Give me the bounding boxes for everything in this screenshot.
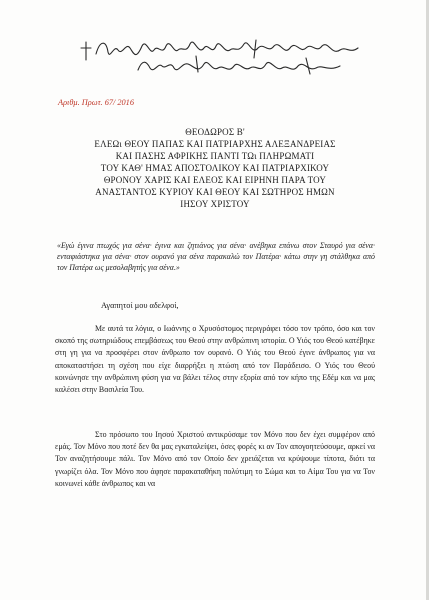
patriarch-signature-image <box>78 34 363 76</box>
protocol-number: Αριθμ. Πρωτ. 67/ 2016 <box>58 98 134 107</box>
heading-line: ΑΝΑΣΤΑΝΤΟΣ ΚΥΡΙΟΥ ΚΑΙ ΘΕΟΥ ΚΑΙ ΣΩΤΗΡΟΣ ΗΜΩΝ <box>95 187 335 197</box>
body-paragraph: Στο πρόσωπο του Ιησού Χριστού αντικρύσαμε τον Μόνο που δεν έχει συμφέρον από εμάς. Τον Μόνο που ποτέ δεν θα μας εγκαταλείψει, όσες φορές κι αν Τον απογοητεύσουμε, αρκεί να Τον αναζητήσουμε πάλι. Τον Μόνο από τον Οποίο δεν χρειάζεται να κρύψουμε τίποτα, διότι τα γνωρίζει όλα. Τον Μόνο που άφησε παρακαταθήκη πολύτιμη το Σώμα και το Αίμα Του για να Τον κοινωνεί κάθε άνθρωπος και να <box>55 430 375 488</box>
heading-line: ΤΟΥ ΚΑΘ' ΗΜΑΣ ΑΠΟΣΤΟΛΙΚΟΥ ΚΑΙ ΠΑΤΡΙΑΡΧΙΚΟΥ <box>100 163 330 173</box>
heading-line: ΕΛΕΩι ΘΕΟΥ ΠΑΠΑΣ ΚΑΙ ΠΑΤΡΙΑΡΧΗΣ ΑΛΕΞΑΝΔΡΕΙΑΣ <box>94 139 336 149</box>
body-paragraph: Με αυτά τα λόγια, ο Ιωάννης ο Χρυσόστομος περιγράφει τόσο τον τρόπο, όσο και τον σκοπό της σωτηριώδους επεμβάσεως του Θεού στην ανθρώπινη ιστορία. Ο Υιός του Θεού κατέβηκε στη γη για να προσφέρει στον άνθρωπο τον ουρανό. Ο Υιός του Θεού έγινε άνθρωπος για να αποκαταστήσει τη σχέση που είχε διαρρήξει η πτώση από τον Παράδεισο. Ο Υιός του Θεού κοινώνησε την ανθρώπινη φύση για να βάλει τέλος στην εξορία από τον κήπο της Εδέμ και να μας καλέσει στην Βασιλεία Του. <box>55 324 375 395</box>
letter-heading <box>40 126 390 210</box>
heading-line: ΚΑΙ ΠΑΣΗΣ ΑΦΡΙΚΗΣ ΠΑΝΤΙ ΤΩι ΠΛΗΡΩΜΑΤΙ <box>115 151 315 161</box>
heading-line: ΘΕΟΔΩΡΟΣ Β' <box>185 127 245 137</box>
greeting: Αγαπητοί μου αδελφοί, <box>101 301 179 310</box>
chrysostom-quote: «Εγώ έγινα πτωχός για σένα· έγινα και ζητιάνος για σένα· ανέβηκα επάνω στον Σταυρό για σένα· ενταφιάστηκα για σένα· στον ουρανό για σένα παρακαλώ τον Πατέρα· κάτω στην γη στάλθηκα από τον Πατέρα ως μεσολαβητής για σένα.» <box>57 241 375 272</box>
heading-line: ΙΗΣΟΥ ΧΡΙΣΤΟΥ <box>180 199 250 209</box>
heading-line: ΘΡΟΝΟΥ ΧΑΡΙΣ ΚΑΙ ΕΛΕΟΣ ΚΑΙ ΕΙΡΗΝΗ ΠΑΡΑ ΤΟΥ <box>103 175 327 185</box>
